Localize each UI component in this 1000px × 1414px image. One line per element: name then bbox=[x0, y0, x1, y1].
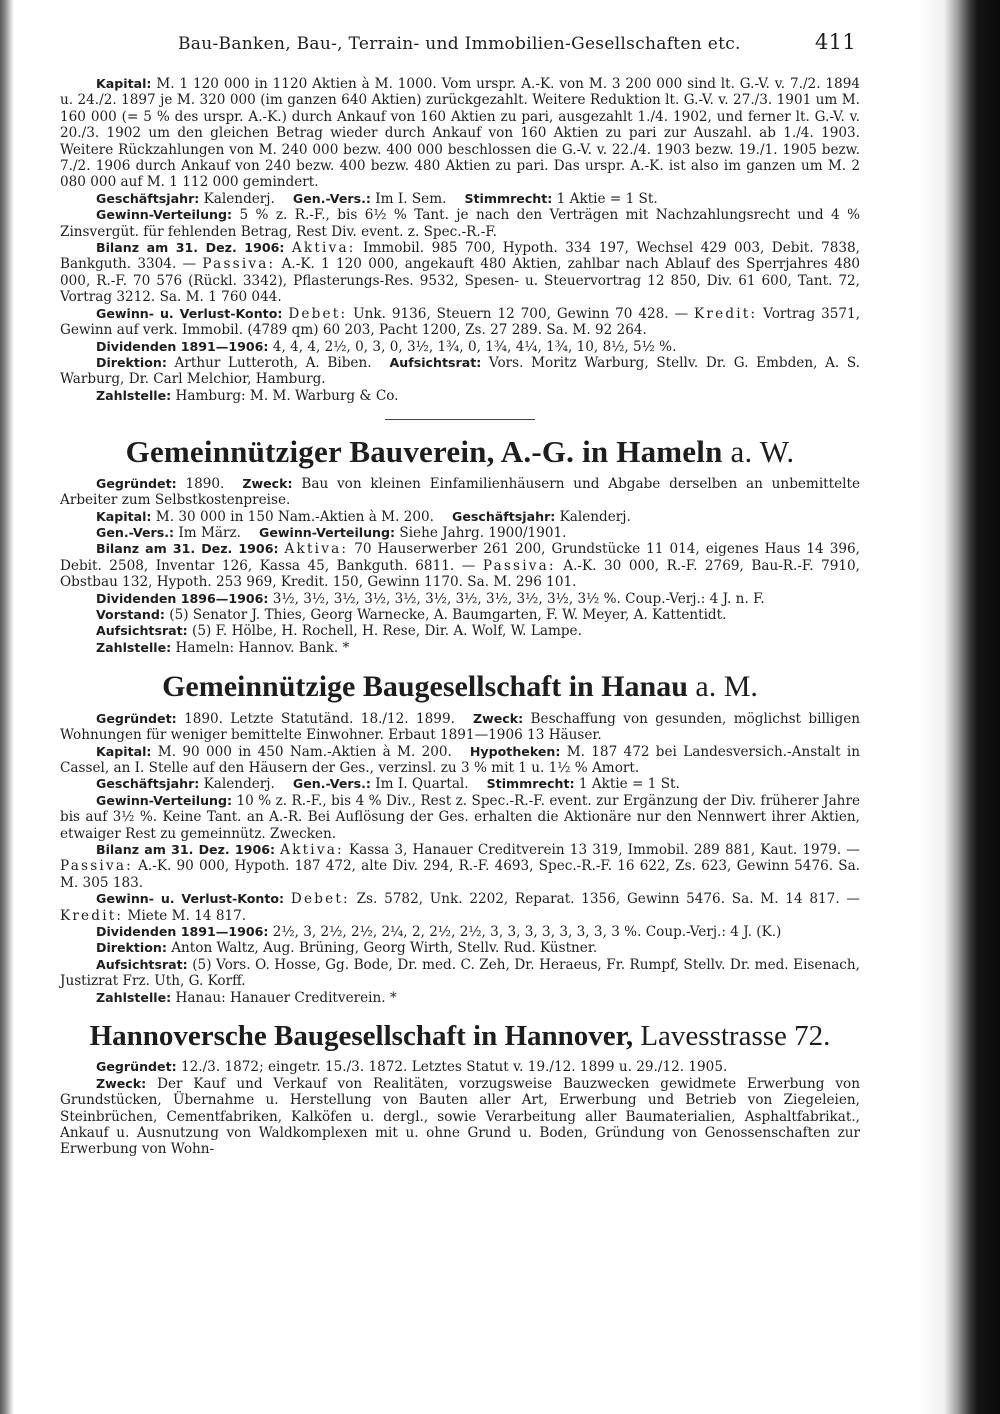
zahlstelle-label: Zahlstelle: bbox=[96, 989, 172, 1005]
entry-heading bbox=[60, 670, 860, 705]
aufsichtsrat-label: Aufsichtsrat: bbox=[389, 354, 482, 370]
gegruendet-text: 1890. bbox=[185, 475, 225, 492]
aktiva-text: Kassa 3, Hanauer Creditverein 13 319, Immobil. 289 881, Kaut. 1979. — bbox=[348, 841, 860, 858]
gegruendet-paragraph bbox=[60, 711, 860, 744]
debet-text: Zs. 5782, Unk. 2202, Reparat. 1356, Gewinn 5476. Sa. M. 14 817. — bbox=[356, 891, 861, 908]
aufsichtsrat-text: (5) Vors. O. Hosse, Gg. Bode, Dr. med. C. Zeh, Dr. Heraeus, Fr. Rumpf, Stellv. Dr. med. Eisenach, Justizrat Frz. Uth, G. Korff. bbox=[60, 956, 860, 990]
stimmrecht-text: 1 Aktie = 1 St. bbox=[556, 190, 658, 207]
zweck-label: Zweck: bbox=[472, 710, 524, 726]
stimmrecht-text: 1 Aktie = 1 St. bbox=[578, 776, 680, 793]
stimmrecht-label: Stimmrecht: bbox=[464, 190, 553, 206]
dividenden-paragraph bbox=[60, 924, 860, 940]
gewinn-label: Gewinn-Verteilung: bbox=[259, 524, 396, 540]
heading-suffix: a. M. bbox=[695, 670, 758, 704]
section-divider bbox=[385, 419, 535, 420]
heading-main: Gemeinnützige Baugesellschaft in Hanau bbox=[162, 670, 688, 704]
gewinn-text: Siehe Jahrg. 1900/1901. bbox=[399, 524, 567, 541]
kredit-word: Kredit: bbox=[60, 907, 124, 924]
zweck-text: Beschaffung von gesunden, möglichst billigen Wohnungen für weniger bemittelte Einwohner. Erbaut 1891—1906 13 Häuser. bbox=[60, 710, 861, 744]
book-binding-shadow bbox=[0, 0, 14, 1414]
gj-paragraph bbox=[60, 776, 860, 792]
kapital-paragraph bbox=[60, 76, 860, 191]
gegruendet-label: Gegründet: bbox=[96, 475, 177, 491]
direktion-paragraph bbox=[60, 355, 860, 388]
vorstand-text: (5) Senator J. Thies, Georg Warnecke, A. Baumgarten, F. W. Meyer, A. Kattentidt. bbox=[169, 607, 727, 624]
aktiva-word: Aktiva: bbox=[291, 240, 356, 257]
aufsichtsrat-paragraph bbox=[60, 623, 860, 639]
hypotheken-text: M. 187 472 bei Landesversich.-Anstalt in Cassel, an I. Stelle auf den Häusern der Ges., verzinsl. zu 3 % mit 1 u. 1½ % Amort. bbox=[60, 743, 860, 776]
debet-word: Debet: bbox=[288, 305, 348, 322]
zahlstelle-paragraph bbox=[60, 388, 860, 404]
gj-text: Kalenderj. bbox=[203, 776, 275, 793]
bilanz-paragraph bbox=[60, 541, 860, 590]
dividenden-label: Dividenden 1891—1906: bbox=[96, 338, 269, 354]
dividenden-text: 4, 4, 4, 2½, 0, 3, 0, 3½, 1¾, 0, 1¾, 4¼, 1¾, 10, 8½, 5½ %. bbox=[272, 338, 677, 355]
direktion-text: Anton Waltz, Aug. Brüning, Georg Wirth, Stellv. Rud. Küstner. bbox=[171, 940, 598, 957]
gv-label: Gen.-Vers.: bbox=[292, 776, 371, 792]
kredit-word: Kredit: bbox=[694, 305, 758, 322]
gvk-label: Gewinn- u. Verlust-Konto: bbox=[96, 891, 285, 907]
entry-heading bbox=[60, 434, 860, 470]
zweck-paragraph bbox=[60, 1076, 860, 1158]
zahlstelle-paragraph bbox=[60, 990, 860, 1006]
gj-label: Geschäftsjahr: bbox=[451, 508, 556, 524]
passiva-word: Passiva: bbox=[202, 256, 276, 273]
gj-paragraph bbox=[60, 191, 860, 207]
gj-text: Kalenderj. bbox=[559, 508, 631, 525]
gewinn-text: 5 % z. R.-F., bis 6½ % Tant. je nach den Verträgen mit Nachzahlungsrecht und 4 % Zinsvergüt. für fehlenden Betrag, Rest Div. event. z. Spec.-R.-F. bbox=[60, 207, 861, 240]
kapital-text: M. 90 000 in 450 Nam.-Aktien à M. 200. bbox=[157, 743, 452, 760]
aktiva-word: Aktiva: bbox=[284, 541, 349, 558]
kapital-label: Kapital: bbox=[96, 76, 152, 91]
gegruendet-label: Gegründet: bbox=[96, 710, 177, 726]
bilanz-label: Bilanz am 31. Dez. 1906: bbox=[96, 541, 279, 557]
zweck-text: Der Kauf und Verkauf von Realitäten, vorzugsweise Bauzwecken gewidmete Erwerbung von Grundstücken, Übernahme u. Herstellung von Bauten aller Art, Erwerbung und Betrieb von Ziegeleien, Steinbrüchen, Cementfabriken, Kalköfen u. dergl., sowie Verarbeitung aller Baumaterialien, Asphaltfabrikat., Ankauf u. Ausnutzung von Waldkomplexen mit u. ohne Grund u. Boden, Gründung von Genossenschaften zur Erwerbung von Wohn- bbox=[60, 1075, 860, 1158]
gewinn-label: Gewinn-Verteilung: bbox=[96, 207, 233, 223]
bilanz-label: Bilanz am 31. Dez. 1906: bbox=[96, 240, 285, 256]
dividenden-label: Dividenden 1896—1906: bbox=[96, 590, 269, 606]
page-edge-shadow bbox=[918, 0, 1000, 1414]
aktiva-text: Immobil. 985 700, Hypoth. 334 197, Wechsel 429 003, Debit. 7838, Bankguth. 3304. — bbox=[60, 240, 860, 273]
direktion-paragraph bbox=[60, 940, 860, 956]
aktiva-word: Aktiva: bbox=[280, 841, 344, 858]
gewinn-paragraph bbox=[60, 207, 860, 240]
gv-label: Gen.-Vers.: bbox=[96, 524, 175, 540]
heading-suffix: Lavesstrasse 72. bbox=[640, 1020, 831, 1053]
gewinn-label: Gewinn-Verteilung: bbox=[96, 792, 233, 808]
debet-word: Debet: bbox=[290, 891, 350, 908]
bilanz-paragraph bbox=[60, 842, 860, 891]
gj-label: Geschäftsjahr: bbox=[96, 190, 200, 206]
stimmrecht-label: Stimmrecht: bbox=[486, 776, 575, 792]
gvk-paragraph bbox=[60, 891, 860, 924]
debet-text: Unk. 9136, Steuern 12 700, Gewinn 70 428. — bbox=[353, 305, 689, 322]
gegruendet-paragraph bbox=[60, 1059, 860, 1075]
zahlstelle-paragraph bbox=[60, 640, 860, 656]
page-number: 411 bbox=[815, 30, 856, 54]
entry-continuation bbox=[60, 76, 860, 404]
aktiva-text: 70 Hauserwerber 261 200, Grundstücke 11 014, eigenes Haus 14 396, Debit. 2508, Inventar 126, Kassa 45, Bankguth. 6811. — bbox=[60, 541, 860, 574]
gv-text: Im I. Quartal. bbox=[375, 776, 469, 793]
entry-hanau bbox=[60, 670, 860, 1006]
gewinn-paragraph bbox=[60, 793, 860, 842]
kapital-paragraph bbox=[60, 509, 860, 525]
gj-label: Geschäftsjahr: bbox=[96, 776, 200, 792]
bilanz-label: Bilanz am 31. Dez. 1906: bbox=[96, 841, 276, 857]
gegruendet-paragraph bbox=[60, 476, 860, 509]
aufsichtsrat-text: (5) F. Hölbe, H. Rochell, H. Rese, Dir. A. Wolf, W. Lampe. bbox=[192, 623, 582, 640]
gegruendet-text: 12./3. 1872; eingetr. 15./3. 1872. Letztes Statut v. 19./12. 1899 u. 29./12. 1905. bbox=[180, 1059, 728, 1076]
heading-suffix: a. W. bbox=[730, 434, 795, 470]
zahlstelle-label: Zahlstelle: bbox=[96, 387, 172, 403]
kredit-text: Vortrag 3571, Gewinn auf verk. Immobil. (4789 qm) 60 203, Pacht 1200, Zs. 27 289. Sa. M. 92 264. bbox=[60, 305, 861, 339]
passiva-word: Passiva: bbox=[60, 858, 133, 875]
gvk-label: Gewinn- u. Verlust-Konto: bbox=[96, 305, 283, 321]
aufsichtsrat-paragraph bbox=[60, 957, 860, 990]
aufsichtsrat-label: Aufsichtsrat: bbox=[96, 623, 188, 639]
gj-text: Kalenderj. bbox=[203, 190, 275, 207]
kapital-label: Kapital: bbox=[96, 508, 152, 524]
gv-paragraph bbox=[60, 525, 860, 541]
kapital-text: M. 1 120 000 in 1120 Aktien à M. 1000. Vom urspr. A.-K. von M. 3 200 000 sind lt. G.-V. v. 7./2. 1894 u. 24./2. 1897 je M. 320 000 (im ganzen 640 Aktien) zurückgezahlt. Weitere Reduktion lt. G.-V. v. 27./3. 1901 um M. 160 000 (= 5 % des urspr. A.-K.) durch Ankauf von 160 Aktien zu pari, ausgezahlt 1./4. 1902, und ferner lt. G.-V. v. 20./3. 1902 um den gleichen Betrag wieder durch Ankauf von 160 Aktien zu pari zur Auszahl. ab 1./4. 1903. Weitere Rückzahlungen von M. 240 000 bezw. 400 000 beschlossen die G.-V. v. 22./4. 1903 bezw. 19./1. 1905 bezw. 7./2. 1906 durch Ankauf von 240 bezw. 400 bezw. 480 Aktien zu pari. Das urspr. A.-K. ist also im ganzen um M. 2 080 000 auf M. 1 112 000 gemindert. bbox=[60, 76, 860, 191]
gewinn-text: 10 % z. R.-F., bis 4 % Div., Rest z. Spec.-R.-F. event. zur Ergänzung der Div. früherer Jahre bis auf 3½ %. Keine Tant. an A.-R. Bei Auflösung der Ges. erhalten die Aktionäre nur den Nennwert ihrer Aktien, etwaiger Rest zu gemeinnütz. Zwecken. bbox=[60, 792, 860, 842]
kapital-paragraph bbox=[60, 744, 860, 777]
bilanz-paragraph bbox=[60, 240, 860, 306]
passiva-text: A.-K. 1 120 000, angekauft 480 Aktien, zahlbar nach Ablauf des Sperrjahres 480 000, R.-F. 70 576 (Rückl. 3342), Pflasterungs-Res. 9532, Spesen- u. Steuervortrag 12 850, Div. 61 600, Tant. 72, Vortrag 3212. Sa. M. 1 760 044. bbox=[60, 256, 861, 306]
dividenden-paragraph bbox=[60, 339, 860, 355]
zahlstelle-text: Hamburg: M. M. Warburg & Co. bbox=[175, 387, 399, 404]
heading-main: Hannoversche Baugesellschaft in Hannover, bbox=[89, 1020, 634, 1053]
entry-hannover bbox=[60, 1020, 860, 1158]
document-page bbox=[60, 30, 860, 1158]
gegruendet-label: Gegründet: bbox=[96, 1059, 177, 1075]
kredit-text: Miete M. 14 817. bbox=[127, 907, 247, 924]
hypotheken-label: Hypotheken: bbox=[469, 743, 561, 759]
passiva-word: Passiva: bbox=[482, 557, 556, 574]
aufsichtsrat-text: Vors. Moritz Warburg, Stellv. Dr. G. Embden, A. S. Warburg, Dr. Carl Melchior, Hamburg. bbox=[60, 354, 861, 388]
zweck-text: Bau von kleinen Einfamilienhäusern und Abgabe derselben an unbemittelte Arbeiter zum Selbstkostenpreise. bbox=[60, 475, 860, 509]
aufsichtsrat-label: Aufsichtsrat: bbox=[96, 956, 188, 972]
vorstand-label: Vorstand: bbox=[96, 607, 165, 623]
passiva-text: A.-K. 90 000, Hypoth. 187 472, alte Div. 294, R.-F. 4693, Spec.-R.-F. 16 622, Zs. 623, Gewinn 5476. Sa. M. 305 183. bbox=[60, 858, 860, 891]
zweck-label: Zweck: bbox=[96, 1075, 147, 1091]
direktion-label: Direktion: bbox=[96, 354, 167, 370]
gv-label: Gen.-Vers.: bbox=[292, 190, 371, 206]
zweck-label: Zweck: bbox=[242, 475, 293, 491]
header-title: Bau-Banken, Bau-, Terrain- und Immobilien-Gesellschaften etc. bbox=[178, 34, 741, 54]
entry-hameln bbox=[60, 434, 860, 656]
gvk-paragraph bbox=[60, 306, 860, 339]
dividenden-text: 2½, 3, 2½, 2½, 2¼, 2, 2½, 2½, 3, 3, 3, 3, 3, 3, 3, 3 %. Coup.-Verj.: 4 J. (K.) bbox=[272, 924, 782, 941]
gegruendet-text: 1890. Letzte Statutänd. 18./12. 1899. bbox=[184, 710, 455, 727]
kapital-label: Kapital: bbox=[96, 743, 152, 759]
dividenden-text: 3½, 3½, 3½, 3½, 3½, 3½, 3½, 3½, 3½, 3½, 3½ %. Coup.-Verj.: 4 J. n. F. bbox=[272, 590, 765, 607]
gv-text: Im März. bbox=[178, 524, 241, 541]
zahlstelle-text: Hanau: Hanauer Creditverein. * bbox=[175, 989, 397, 1006]
kapital-text: M. 30 000 in 150 Nam.-Aktien à M. 200. bbox=[155, 508, 434, 525]
running-header bbox=[60, 30, 860, 54]
direktion-label: Direktion: bbox=[96, 940, 167, 956]
dividenden-paragraph bbox=[60, 591, 860, 607]
gv-text: Im I. Sem. bbox=[375, 190, 447, 207]
zahlstelle-label: Zahlstelle: bbox=[96, 639, 172, 655]
entry-heading bbox=[60, 1020, 860, 1053]
passiva-text: A.-K. 30 000, R.-F. 2769, Bau-R.-F. 7910, Obstbau 132, Hypoth. 253 969, Kredit. 150, Gewinn 1170. Sa. M. 296 101. bbox=[60, 557, 861, 591]
heading-main: Gemeinnütziger Bauverein, A.-G. in Hameln bbox=[125, 434, 723, 470]
zahlstelle-text: Hameln: Hannov. Bank. * bbox=[175, 639, 350, 656]
direktion-text: Arthur Lutteroth, A. Biben. bbox=[174, 354, 372, 371]
vorstand-paragraph bbox=[60, 607, 860, 623]
dividenden-label: Dividenden 1891—1906: bbox=[96, 924, 269, 940]
